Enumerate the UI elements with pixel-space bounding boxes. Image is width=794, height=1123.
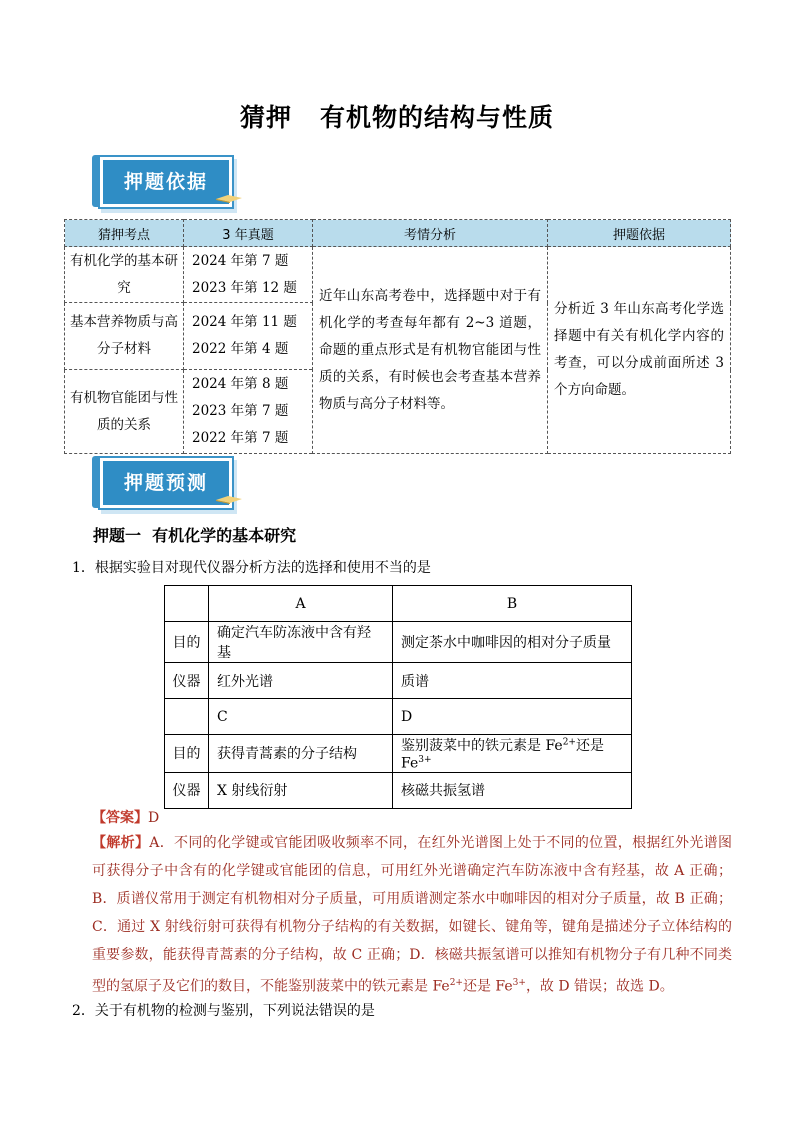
label-purpose: 目的 <box>165 735 209 773</box>
point-cell: 有机物官能团与性质的关系 <box>65 370 184 454</box>
years-cell <box>184 303 313 370</box>
col-a: A <box>209 586 393 622</box>
years-cell <box>184 247 313 303</box>
purpose-b: 测定茶水中咖啡因的相对分子质量 <box>393 622 632 663</box>
table-row <box>165 699 632 735</box>
col-c: C <box>209 699 393 735</box>
header-basis: 押题依据 <box>548 220 731 247</box>
instrument-b: 质谱 <box>393 663 632 699</box>
explain-text: A．不同的化学键或官能团吸收频率不同，在红外光谱图上处于不同的位置，根据红外光谱图可获得分子中含有的化学键或官能团的信息，可用红外光谱确定汽车防冻液中含有羟基，故 A 正确；B．质谱仪常用于测定有机物相对分子质量，可用质谱测定茶水中咖啡因的相对分子质量，故 B 正确；C．通过 X 射线衍射可获得有机物分子结构的有关数据，如键长、键角等，键角是描述分子立体结构的重要参数，能获得青蒿素的分子结构，故 C 正确；D．核磁共振氢谱可以推知有机物分子有几种不同类型的氢原子及它们的数目，不能鉴别菠菜中的铁元素是 Fe <box>92 835 733 995</box>
explain-label: 【解析】 <box>92 835 150 851</box>
section-title: 押题一 有机化学的基本研究 <box>93 526 297 545</box>
year-item: 2024 年第 11 题 <box>192 314 297 330</box>
label-instrument: 仪器 <box>165 663 209 699</box>
banner-basis <box>92 155 248 211</box>
table-row <box>165 586 632 622</box>
banner-forecast <box>92 456 248 512</box>
point-cell: 基本营养物质与高分子材料 <box>65 303 184 370</box>
purpose-d: 鉴别菠菜中的铁元素是 $Fe^{2+}$还是 $Fe^{3+}$ <box>393 735 632 773</box>
explain-text: 还是 Fe <box>462 978 513 995</box>
table-row <box>165 772 632 808</box>
analysis-header-row <box>65 220 731 247</box>
year-item: 2022 年第 7 题 <box>192 430 289 446</box>
label-instrument: 仪器 <box>165 772 209 808</box>
answer-value: D <box>148 810 160 826</box>
table-row <box>165 735 632 773</box>
header-years: 3 年真题 <box>184 220 313 247</box>
year-item: 2024 年第 8 题 <box>192 376 289 392</box>
banner-basis-label: 押题依据 <box>100 157 232 207</box>
header-analysis: 考情分析 <box>313 220 548 247</box>
instrument-a: 红外光谱 <box>209 663 393 699</box>
basis-cell: 分析近 3 年山东高考化学选择题中有关有机化学内容的考查，可以分成前面所述 3 个方向命题。 <box>548 247 731 454</box>
answer-label: 【答案】 <box>92 810 148 826</box>
banner-forecast-label: 押题预测 <box>100 458 232 508</box>
point-cell: 有机化学的基本研究 <box>65 247 184 303</box>
table-row <box>165 622 632 663</box>
instrument-d: 核磁共振氢谱 <box>393 772 632 808</box>
explain-text: ，故 D 错误；故选 D。 <box>525 978 674 995</box>
explanation: 【解析】A．不同的化学键或官能团吸收频率不同，在红外光谱图上处于不同的位置，根据红外光谱图可获得分子中含有的化学键或官能团的信息，可用红外光谱确定汽车防冻液中含有羟基，故 A 正确；B．质谱仪常用于测定有机物相对分子质量，可用质谱测定茶水中咖啡因的相对分子质量，故 B 正确；C．通过 X 射线衍射可获得有机物分子结构的有关数据，如键长、键角等，键角是描述分子立体结构的重要参数，能获得青蒿素的分子结构，故 C 正确；D．核磁共振氢谱可以推知有机物分子有几种不同类型的氢原子及它们的数目，不能鉴别菠菜中的铁元素是 $Fe^{2+}$还是 $Fe^{3+}$，故 D 错误；故选 D。 <box>92 835 733 995</box>
year-item: 2023 年第 12 题 <box>192 279 297 296</box>
header-point: 猜押考点 <box>65 220 184 247</box>
book-icon <box>214 193 244 203</box>
years-cell <box>184 370 313 454</box>
book-icon <box>214 494 244 504</box>
year-item: 2024 年第 7 题 <box>192 252 289 269</box>
table-row <box>65 247 731 303</box>
year-item: 2022 年第 4 题 <box>192 341 289 357</box>
title-part1: 猜押 <box>239 103 292 132</box>
label-purpose: 目的 <box>165 622 209 663</box>
question-1-stem: 1．根据实验目对现代仪器分析方法的选择和使用不当的是 <box>72 560 431 576</box>
purpose-a: 确定汽车防冻液中含有羟基 <box>209 622 393 663</box>
page-title <box>0 98 794 134</box>
col-b: B <box>393 586 632 622</box>
year-item: 2023 年第 7 题 <box>192 403 289 419</box>
answer <box>92 807 159 827</box>
question-2-stem: 2．关于有机物的检测与鉴别，下列说法错误的是 <box>72 1003 375 1019</box>
instrument-c: X 射线衍射 <box>209 772 393 808</box>
instrument-table <box>164 585 632 809</box>
analysis-cell: 近年山东高考卷中，选择题中对于有机化学的考查每年都有 2~3 道题，命题的重点形式是有机物官能团与性质的关系，有时候也会考查基本营养物质与高分子材料等。 <box>313 247 548 454</box>
table-row <box>165 663 632 699</box>
title-part2: 有机物的结构与性质 <box>320 103 555 132</box>
purpose-c: 获得青蒿素的分子结构 <box>209 735 393 773</box>
analysis-table <box>64 219 731 454</box>
col-d: D <box>393 699 632 735</box>
